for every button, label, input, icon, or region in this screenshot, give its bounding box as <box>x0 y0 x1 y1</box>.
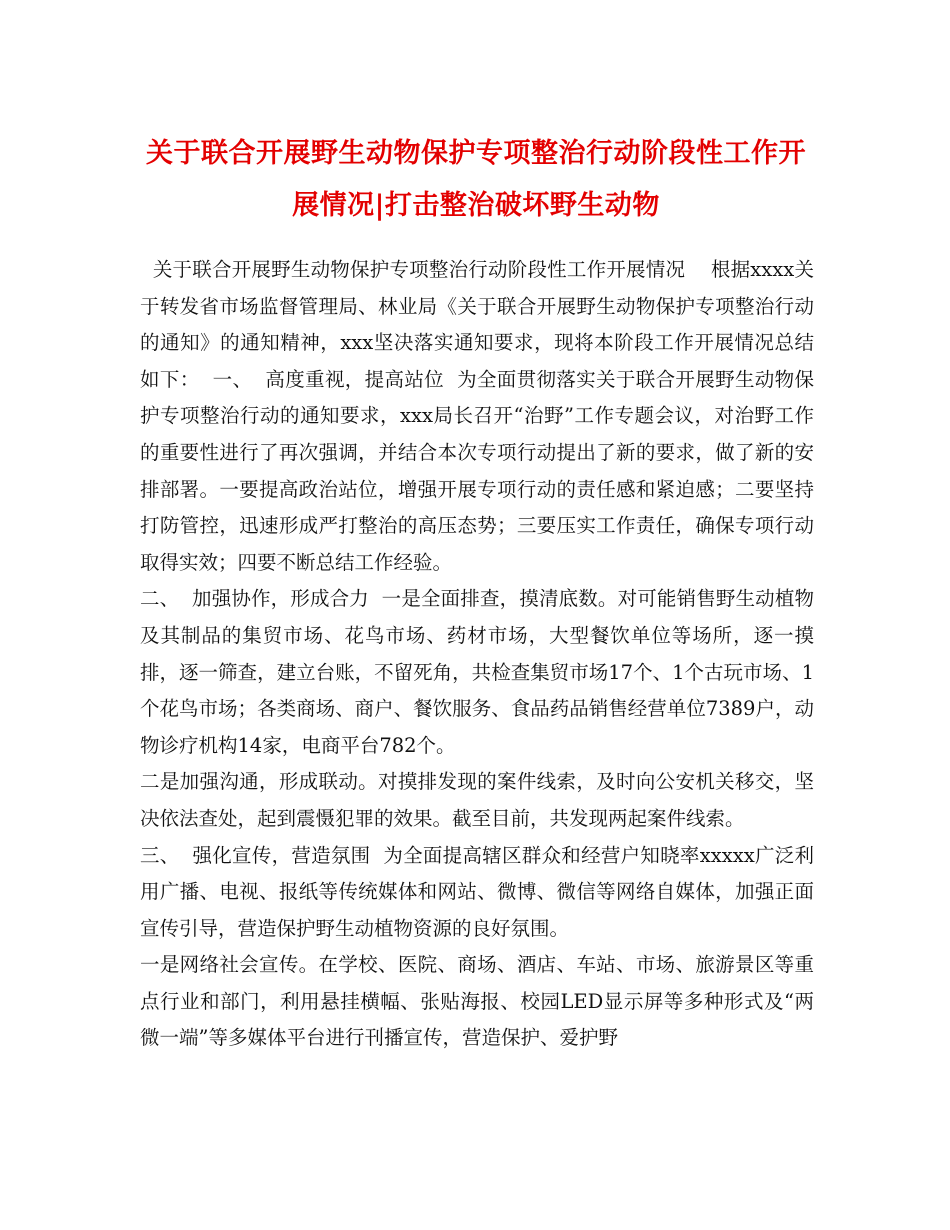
document-title: 关于联合开展野生动物保护专项整治行动阶段性工作开展情况|打击整治破坏野生动物 <box>146 138 806 221</box>
paragraph-section-2-part-2: 二是加强沟通，形成联动。对摸排发现的案件线索，及时向公安机关移交，坚决依法查处，起到震慑犯罪的效果。截至目前，共发现两起案件线索。 <box>140 770 814 830</box>
paragraph-section-2: 二、 加强协作，形成合力 一是全面排查，摸清底数。对可能销售野生动植物及其制品的集贸市场、花鸟市场、药材市场，大型餐饮单位等场所，逐一摸排，逐一筛查，建立台账，不留死角，共检查集贸市场17个、1个古玩市场、1个花鸟市场；各类商场、商户、餐饮服务、食品药品销售经营单位7389户，动物诊疗机构14家，电商平台782个。 <box>140 587 814 757</box>
paragraph-section-3-part-2: 一是网络社会宣传。在学校、医院、商场、酒店、车站、市场、旅游景区等重点行业和部门，利用悬挂横幅、张贴海报、校园LED显示屏等多种形式及“两微一端”等多媒体平台进行刊播宣传，营造保护、爱护野 <box>140 953 814 1050</box>
paragraph-section-3: 三、 强化宣传，营造氛围 为全面提高辖区群众和经营户知晓率xxxxx广泛利用广播、电视、报纸等传统媒体和网站、微博、微信等网络自媒体，加强正面宣传引导，营造保护野生动植物资源的良好氛围。 <box>140 843 814 940</box>
paragraph-intro: 关于联合开展野生动物保护专项整治行动阶段性工作开展情况 根据xxxx关于转发省市场监督管理局、林业局《关于联合开展野生动物保护专项整治行动的通知》的通知精神，xxx坚决落实通知要求，现将本阶段工作开展情况总结如下： 一、 高度重视，提高站位 为全面贯彻落实关于联合开展野生动物保护专项整治行动的通知要求，xxx局长召开“治野”工作专题会议，对治野工作的重要性进行了再次强调，并结合本次专项行动提出了新的要求，做了新的安排部署。一要提高政治站位，增强开展专项行动的责任感和紧迫感；二要坚持打防管控，迅速形成严打整治的高压态势；三要压实工作责任，确保专项行动取得实效；四要不断总结工作经验。 <box>140 258 814 574</box>
document-body <box>140 252 814 1057</box>
